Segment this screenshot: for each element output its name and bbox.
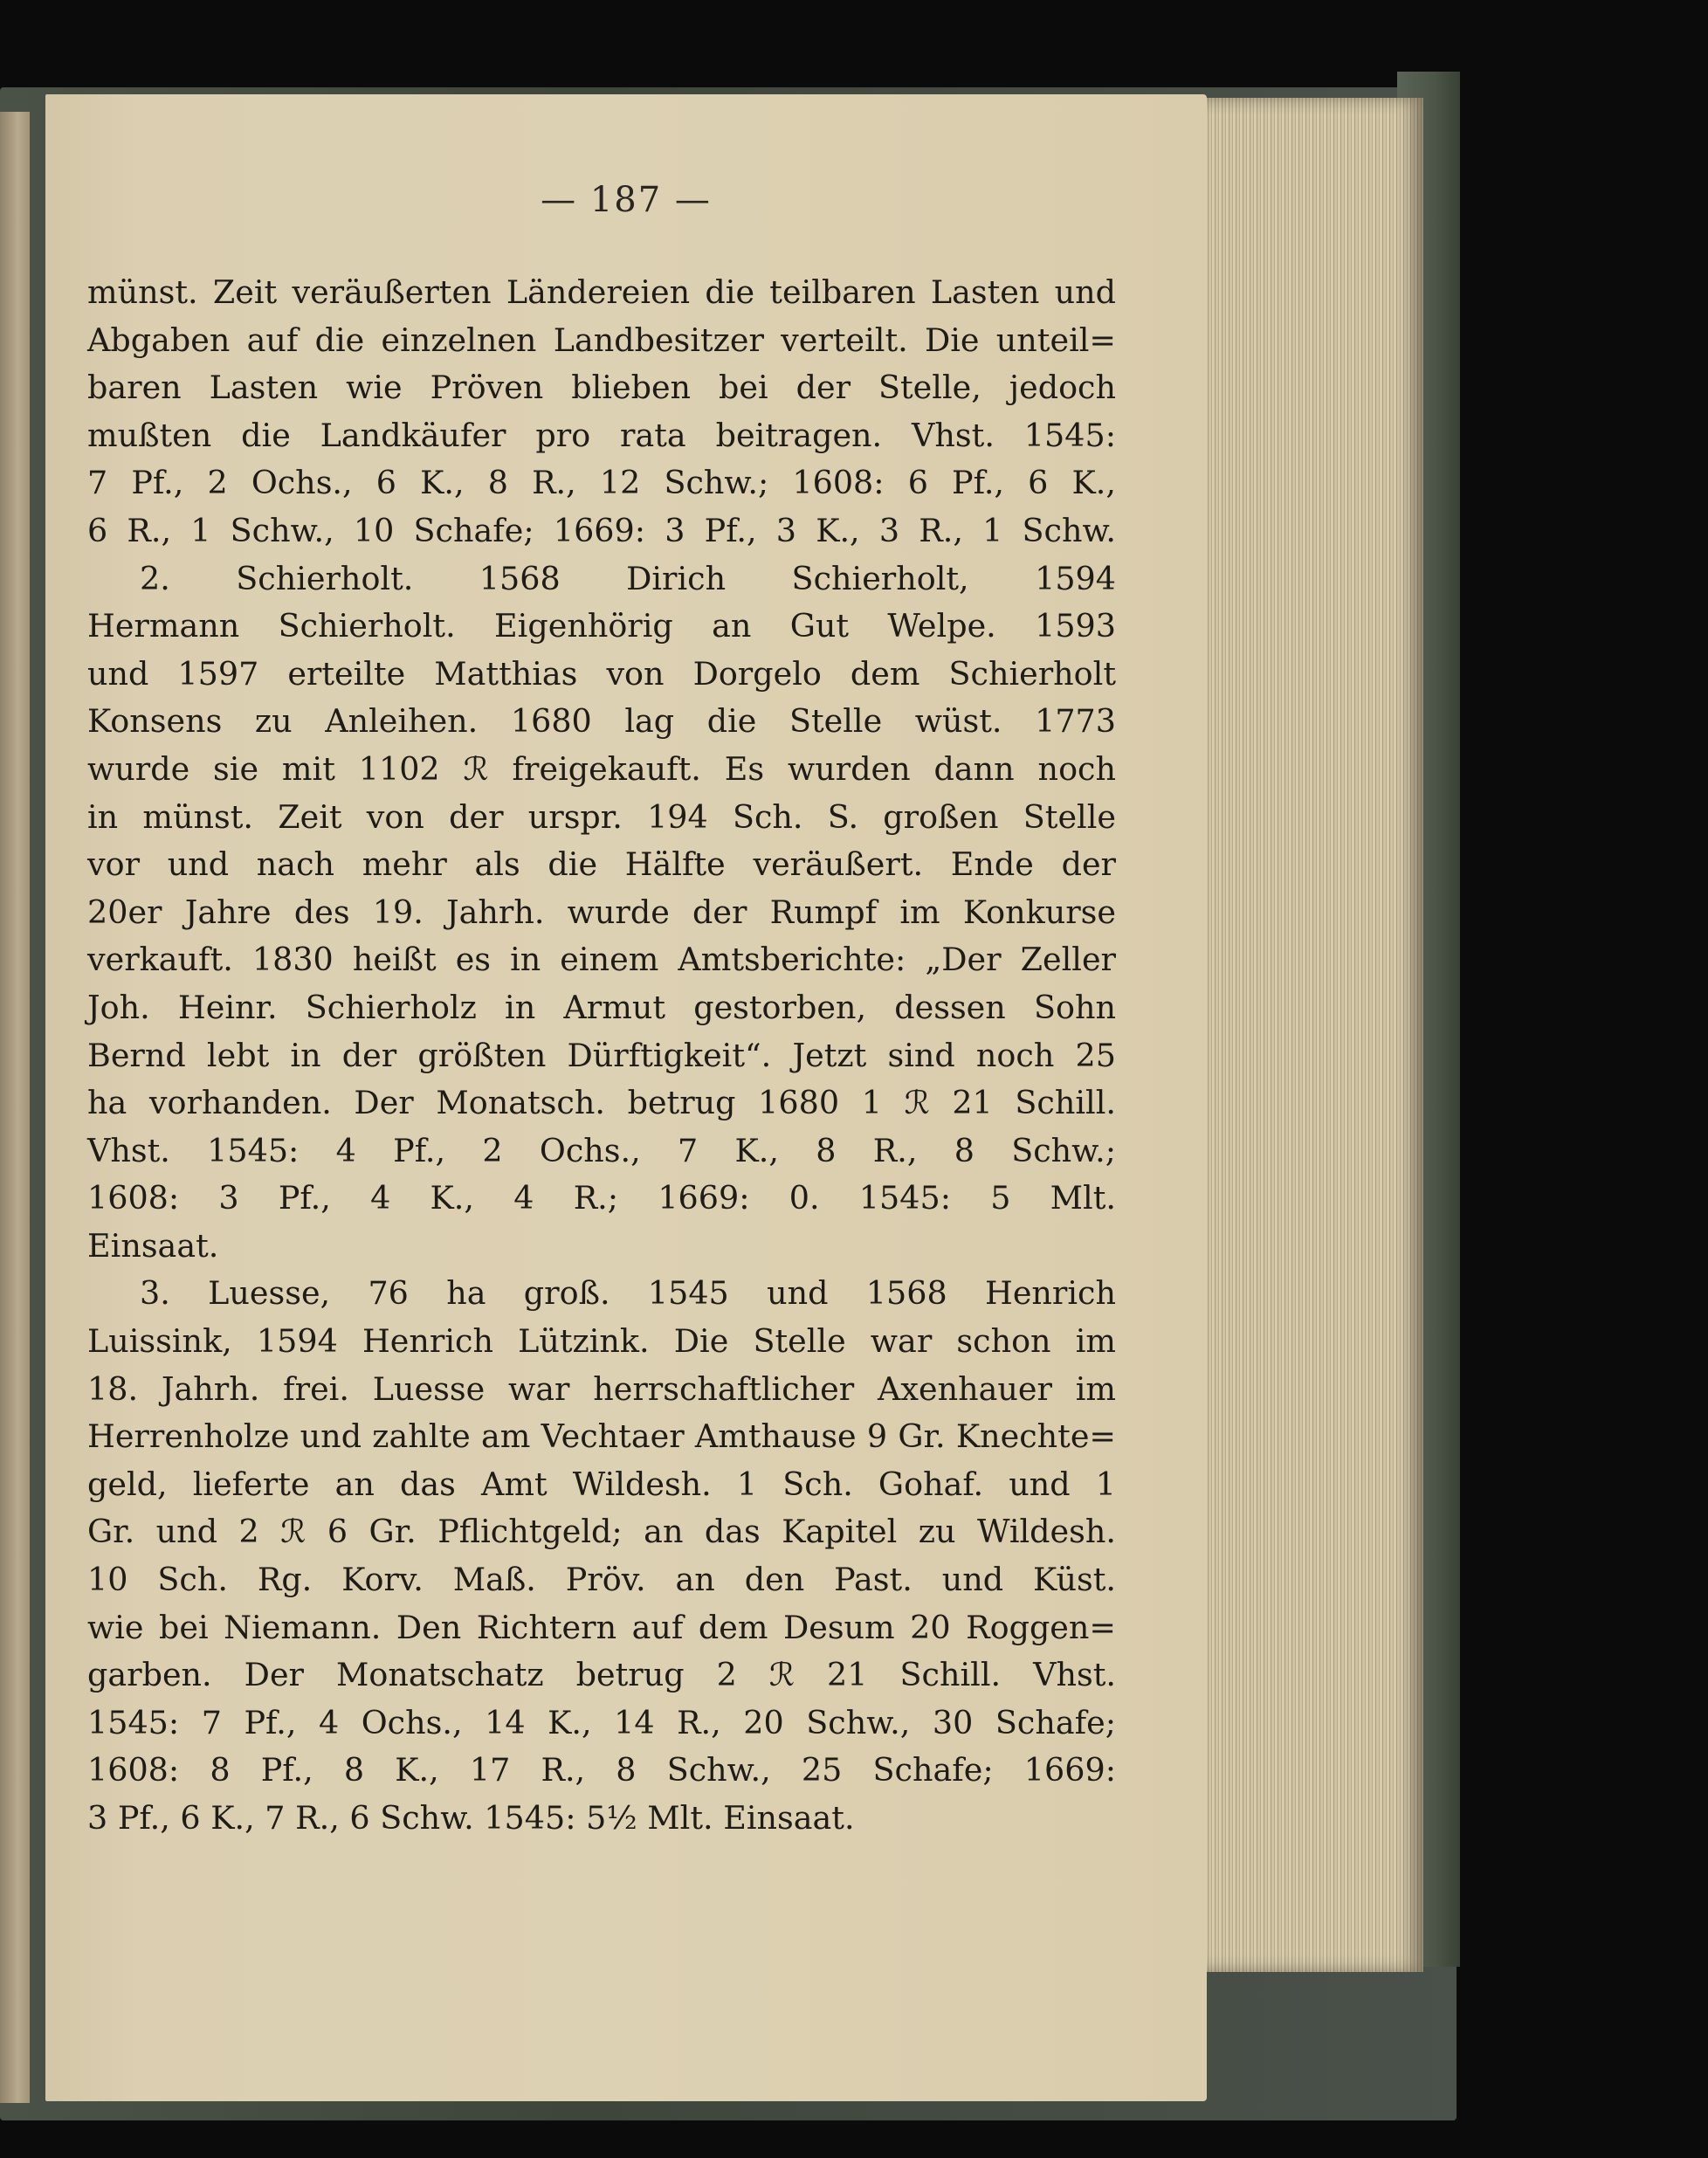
text-line: 1545: 7 Pf., 4 Ochs., 14 K., 14 R., 20 Schw., 30 Schafe; xyxy=(87,1703,1116,1741)
text-line: vor und nach mehr als die Hälfte veräußert. Ende der xyxy=(87,845,1116,884)
text-line: Joh. Heinr. Schierholz in Armut gestorben, dessen Sohn xyxy=(87,988,1116,1026)
text-line: mußten die Landkäufer pro rata beitragen. Vhst. 1545: xyxy=(87,416,1116,454)
text-line: wie bei Niemann. Den Richtern auf dem Desum 20 Roggen= xyxy=(87,1608,1116,1646)
text-line: garben. Der Monatschatz betrug 2 ℛ 21 Schill. Vhst. xyxy=(87,1656,1116,1694)
text-line: Einsaat. xyxy=(87,1226,219,1265)
text-line: Herrenholze und zahlte am Vechtaer Amthause 9 Gr. Knechte= xyxy=(87,1417,1116,1456)
book-page xyxy=(45,94,1207,2101)
text-line: 6 R., 1 Schw., 10 Schafe; 1669: 3 Pf., 3 K., 3 R., 1 Schw. xyxy=(87,511,1116,549)
text-line: 20er Jahre des 19. Jahrh. wurde der Rumpf im Konkurse xyxy=(87,893,1116,931)
text-line: verkauft. 1830 heißt es in einem Amtsberichte: „Der Zeller xyxy=(87,941,1116,979)
page-edges xyxy=(1195,98,1423,1972)
text-line: Hermann Schierholt. Eigenhörig an Gut Welpe. 1593 xyxy=(87,607,1116,645)
text-line: münst. Zeit veräußerten Ländereien die teilbaren Lasten und xyxy=(87,273,1116,311)
text-line: baren Lasten wie Pröven blieben bei der Stelle, jedoch xyxy=(87,369,1116,407)
text-line: in münst. Zeit von der urspr. 194 Sch. S. großen Stelle xyxy=(87,797,1116,836)
text-line: 7 Pf., 2 Ochs., 6 K., 8 R., 12 Schw.; 1608: 6 Pf., 6 K., xyxy=(87,464,1116,502)
page-number: — 187 — xyxy=(541,180,712,220)
text-line: 1608: 8 Pf., 8 K., 17 R., 8 Schw., 25 Schafe; 1669: xyxy=(87,1751,1116,1789)
text-line: ha vorhanden. Der Monatsch. betrug 1680 1 ℛ 21 Schill. xyxy=(87,1084,1116,1122)
text-line: Gr. und 2 ℛ 6 Gr. Pflichtgeld; an das Kapitel zu Wildesh. xyxy=(87,1513,1116,1551)
text-line: Konsens zu Anleihen. 1680 lag die Stelle wüst. 1773 xyxy=(87,702,1116,741)
text-line: 3. Luesse, 76 ha groß. 1545 und 1568 Henrich xyxy=(140,1274,1116,1313)
text-line: wurde sie mit 1102 ℛ freigekauft. Es wurden dann noch xyxy=(87,749,1116,788)
text-line: 1608: 3 Pf., 4 K., 4 R.; 1669: 0. 1545: 5 Mlt. xyxy=(87,1179,1116,1217)
text-line: Bernd lebt in der größten Dürftigkeit“. Jetzt sind noch 25 xyxy=(87,1036,1116,1074)
text-line: 10 Sch. Rg. Korv. Maß. Pröv. an den Past. und Küst. xyxy=(87,1561,1116,1599)
text-line: Abgaben auf die einzelnen Landbesitzer verteilt. Die unteil= xyxy=(87,321,1116,359)
text-line: 3 Pf., 6 K., 7 R., 6 Schw. 1545: 5½ Mlt. Einsaat. xyxy=(87,1799,855,1837)
text-line: Luissink, 1594 Henrich Lützink. Die Stelle war schon im xyxy=(87,1322,1116,1361)
text-line: und 1597 erteilte Matthias von Dorgelo dem Schierholt xyxy=(87,654,1116,693)
text-line: 18. Jahrh. frei. Luesse war herrschaftlicher Axenhauer im xyxy=(87,1369,1116,1408)
body-text xyxy=(87,269,1116,1843)
text-line: Vhst. 1545: 4 Pf., 2 Ochs., 7 K., 8 R., 8 Schw.; xyxy=(87,1131,1116,1169)
text-line: geld, lieferte an das Amt Wildesh. 1 Sch. Gohaf. und 1 xyxy=(87,1465,1116,1503)
previous-page-sliver xyxy=(0,112,30,2103)
text-line: 2. Schierholt. 1568 Dirich Schierholt, 1594 xyxy=(140,559,1116,597)
